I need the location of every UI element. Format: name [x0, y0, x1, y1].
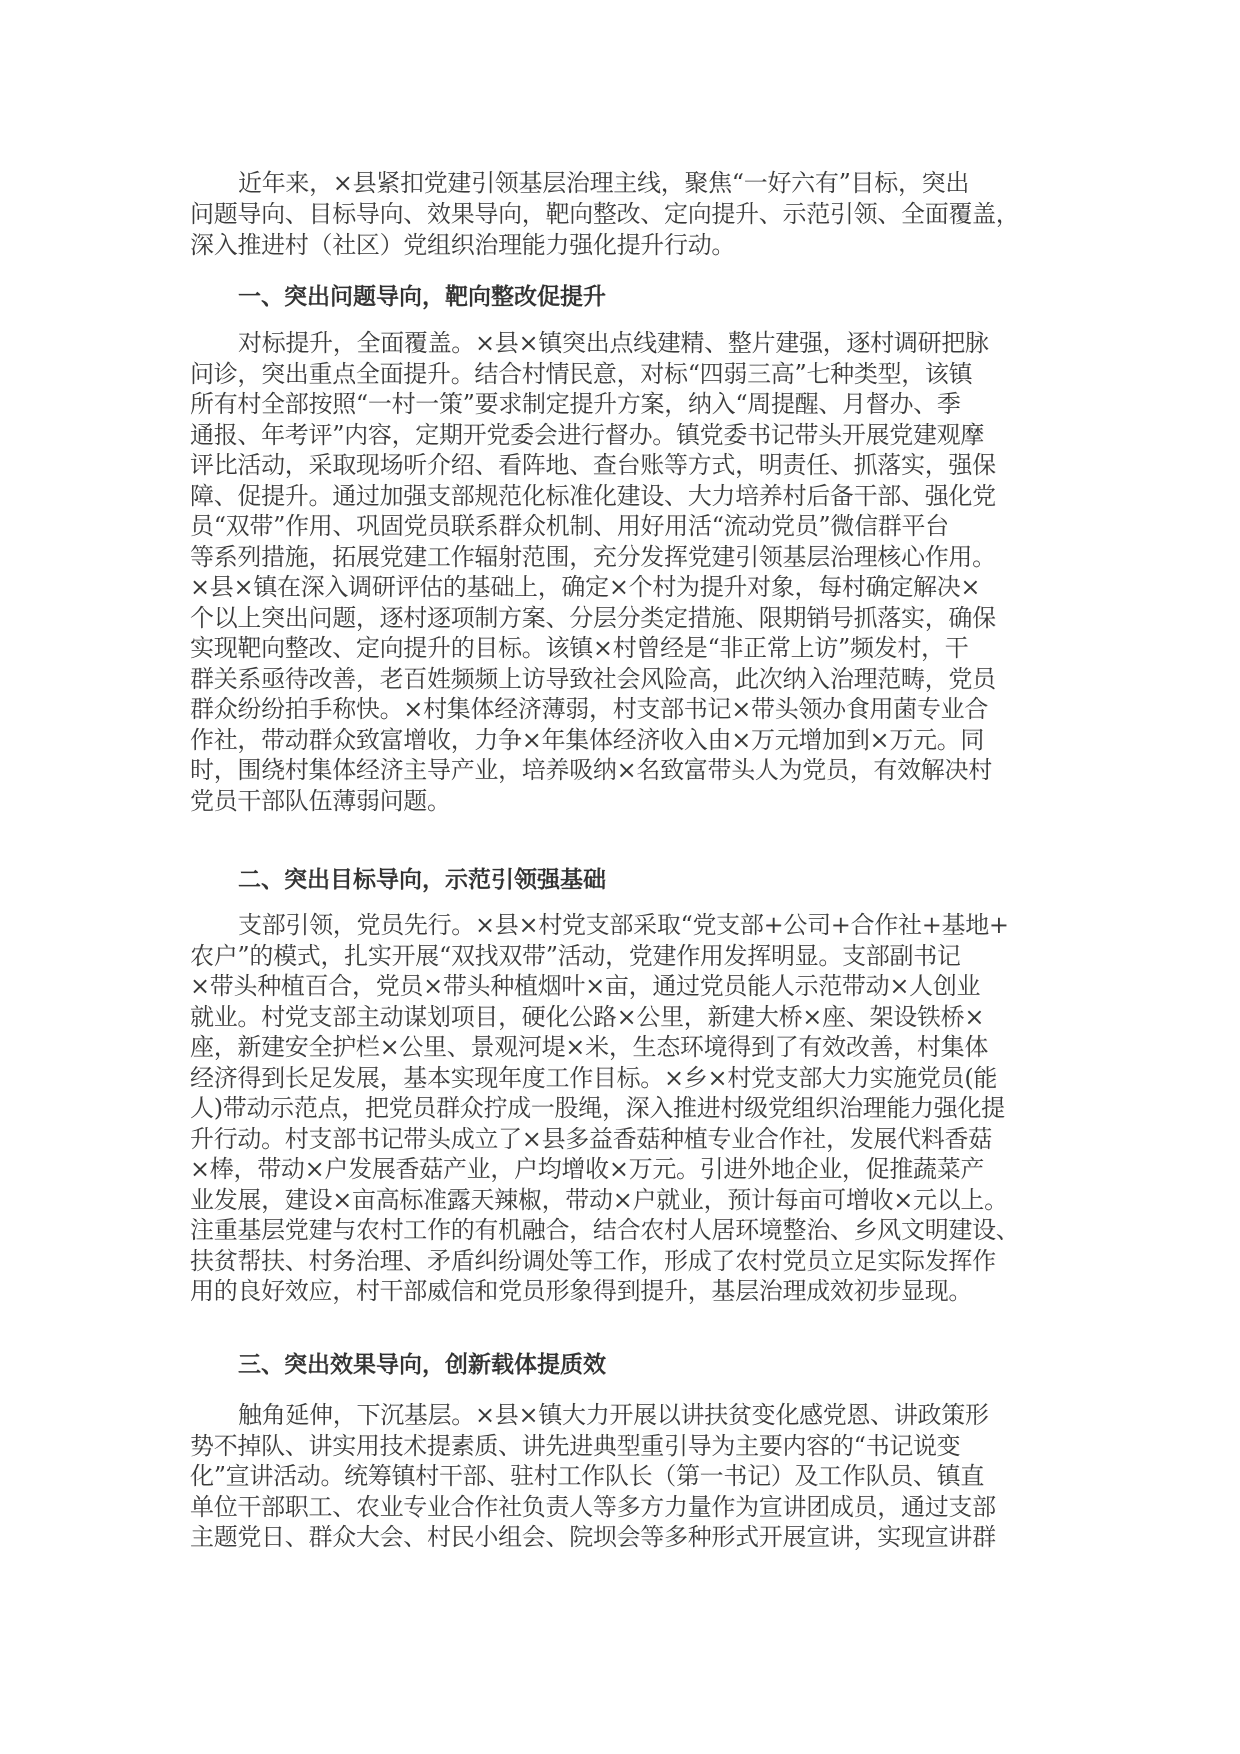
body-line: 用的良好效应，村干部威信和党员形象得到提升，基层治理成效初步显现。	[190, 1277, 973, 1305]
intro-line: 问题导向、目标导向、效果导向，靶向整改、定向提升、示范引领、全面覆盖，	[190, 200, 1020, 228]
body-line: 员“双带”作用、巩固党员联系群众机制、用好用活“流动党员”微信群平台	[190, 512, 949, 540]
body-line: 就业。村党支部主动谋划项目，硬化公路×公里，新建大桥×座、架设铁桥×	[190, 1002, 985, 1031]
section-heading-1: 一、突出问题导向，靶向整改促提升	[238, 284, 606, 310]
body-line: 问诊，突出重点全面提升。结合村情民意，对标“四弱三高”七种类型，该镇	[190, 359, 973, 388]
body-line: 作社，带动群众致富增收，力争×年集体经济收入由×万元增加到×万元。同	[190, 725, 985, 754]
body-line: 通报、年考评”内容，定期开党委会进行督办。镇党委书记带头开展党建观摩	[190, 420, 985, 449]
body-line: 等系列措施，拓展党建工作辐射范围，充分发挥党建引领基层治理核心作用。	[190, 542, 996, 571]
body-line: 触角延伸，下沉基层。×县×镇大力开展以讲扶贫变化感党恩、讲政策形	[238, 1401, 989, 1429]
body-line: 主题党日、群众大会、村民小组会、院坝会等多种形式开展宣讲，实现宣讲群	[190, 1523, 996, 1551]
body-line: 扶贫帮扶、村务治理、矛盾纠纷调处等工作，形成了农村党员立足实际发挥作	[190, 1246, 996, 1275]
body-line: 群关系亟待改善，老百姓频频上访导致社会风险高，此次纳入治理范畴，党员	[190, 664, 996, 693]
body-line: 人)带动示范点，把党员群众拧成一股绳，深入推进村级党组织治理能力强化提	[190, 1094, 1005, 1122]
body-line: 单位干部职工、农业专业合作社负责人等多方力量作为宣讲团成员，通过支部	[190, 1492, 996, 1521]
section-heading-3: 三、突出效果导向，创新载体提质效	[238, 1352, 606, 1378]
intro-line: 近年来，×县紧扣党建引领基层治理主线，聚焦“一好六有”目标，突出	[238, 169, 970, 197]
body-line: 化”宣讲活动。统筹镇村干部、驻村工作队长（第一书记）及工作队员、镇直	[190, 1462, 985, 1490]
body-line: 时，围绕村集体经济主导产业，培养吸纳×名致富带头人为党员，有效解决村	[190, 756, 992, 784]
body-line: 障、促提升。通过加强支部规范化标准化建设、大力培养村后备干部、强化党	[190, 481, 996, 510]
body-line: 势不掉队、讲实用技术提素质、讲先进典型重引导为主要内容的“书记说变	[190, 1431, 961, 1460]
body-line: 升行动。村支部书记带头成立了×县多益香菇种植专业合作社，发展代料香菇	[190, 1124, 992, 1153]
body-line: 实现靶向整改、定向提升的目标。该镇×村曾经是“非正常上访”频发村，干	[190, 634, 969, 662]
body-line: 业发展，建设×亩高标准露天辣椒，带动×户就业，预计每亩可增收×元以上。	[190, 1185, 1008, 1214]
body-line: 个以上突出问题，逐村逐项制方案、分层分类定措施、限期销号抓落实，确保	[190, 603, 996, 632]
body-line: ×棒，带动×户发展香菇产业，户均增收×万元。引进外地企业，促推蔬菜产	[190, 1155, 985, 1183]
body-line: 经济得到长足发展，基本实现年度工作目标。×乡×村党支部大力实施党员(能	[190, 1063, 998, 1092]
section-heading-2: 二、突出目标导向，示范引领强基础	[238, 867, 606, 893]
intro-line: 深入推进村（社区）党组织治理能力强化提升行动。	[190, 231, 736, 259]
body-line: 群众纷纷拍手称快。×村集体经济薄弱，村支部书记×带头领办食用菌专业合	[190, 695, 989, 723]
body-line: 评比活动，采取现场听介绍、看阵地、查台账等方式，明责任、抓落实，强保	[190, 451, 996, 479]
body-line: 注重基层党建与农村工作的有机融合，结合农村人居环境整治、乡风文明建设、	[190, 1216, 1020, 1244]
body-line: 党员干部队伍薄弱问题。	[190, 786, 451, 815]
body-line: ×县×镇在深入调研评估的基础上，确定×个村为提升对象，每村确定解决×	[190, 573, 981, 601]
body-line: 对标提升，全面覆盖。×县×镇突出点线建精、整片建强，逐村调研把脉	[238, 329, 989, 357]
body-line: 支部引领，党员先行。×县×村党支部采取“党支部+公司+合作社+基地+	[238, 911, 1009, 939]
body-line: 农户”的模式，扎实开展“双找双带”活动，党建作用发挥明显。支部副书记	[190, 941, 961, 970]
body-line: 座，新建安全护栏×公里、景观河堤×米，生态环境得到了有效改善，村集体	[190, 1033, 989, 1061]
body-line: ×带头种植百合，党员×带头种植烟叶×亩，通过党员能人示范带动×人创业	[190, 972, 981, 1000]
body-line: 所有村全部按照“一村一策”要求制定提升方案，纳入“周提醒、月督办、季	[190, 390, 961, 418]
